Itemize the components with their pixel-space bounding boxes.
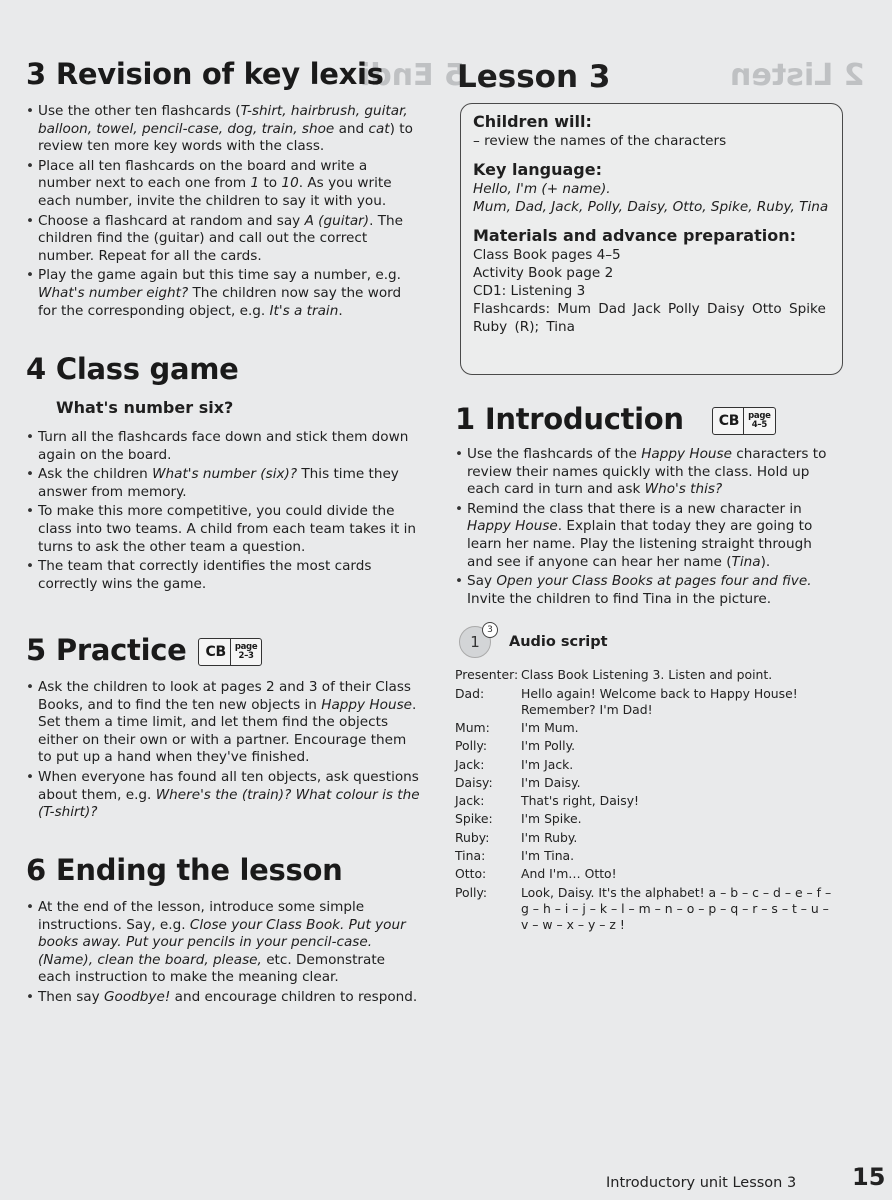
script-line — [455, 829, 840, 847]
section-class-game — [26, 352, 421, 595]
speaker-label: Polly: — [455, 884, 488, 900]
speaker-label: Tina: — [455, 848, 486, 864]
bullet-list — [26, 429, 421, 593]
section-revision — [26, 57, 421, 322]
list-item: • Ask the children to look at pages 2 and 3 of their Class Books, and to find the ten new objects in Happy House. Set them a time limit, and let them find the objects either on their own or with a partner. Encourage them to put up a hand when they've finished. — [26, 679, 421, 767]
bleed-through-text: 2 Listen — [730, 58, 865, 93]
speaker-text: I'm Mum. — [521, 719, 579, 735]
materials-heading: Materials and advance preparation: — [473, 226, 796, 245]
speaker-label: Polly: — [455, 738, 488, 754]
section-heading: 4 Class game — [26, 352, 239, 386]
audio-script-header — [459, 626, 840, 658]
section-practice — [26, 633, 421, 824]
lesson-overview-box — [460, 103, 843, 375]
audio-script-table — [455, 666, 840, 934]
list-item: • Play the game again but this time say a number, e.g. What's number eight? The children now say the word for the corresponding object, e.g. It's a train. — [26, 267, 421, 320]
script-line — [455, 884, 840, 934]
page-number: 15 — [852, 1163, 886, 1191]
speaker-text: That's right, Daisy! — [521, 793, 639, 809]
speaker-text: Look, Daisy. It's the alphabet! a – b – c – d – e – f – g – h – i – j – k – l – m – n – o – p – q – r – s – t – u – v – w – x – y – z ! — [521, 884, 832, 932]
list-item: • Use the other ten flashcards (T-shirt, hairbrush, guitar, balloon, towel, pencil-case, dog, train, shoe and cat) to review ten more key words with the class. — [26, 103, 421, 156]
script-line — [455, 685, 840, 719]
list-item: • Use the flashcards of the Happy House characters to review their names quickly with the class. Hold up each card in turn and ask Who's this? — [455, 446, 840, 499]
class-book-page-icon: CB page 4–5 — [712, 407, 776, 435]
list-item: • Remind the class that there is a new character in Happy House. Explain that today they are going to learn her name. Play the listening straight through and see if anyone can hear her name (Tina). — [455, 501, 840, 571]
script-line — [455, 666, 840, 684]
materials-item: CD1: Listening 3 — [473, 283, 586, 299]
section-subheading: What's number six? — [56, 398, 234, 417]
speaker-text: I'm Polly. — [521, 738, 576, 754]
script-line — [455, 774, 840, 792]
section-heading: 6 Ending the lesson — [26, 853, 343, 887]
speaker-text: I'm Spike. — [521, 811, 582, 827]
script-line — [455, 865, 840, 883]
materials-item: Activity Book page 2 — [473, 265, 614, 281]
key-language-heading: Key language: — [473, 160, 602, 179]
section-heading: 1 Introduction CB page 4–5 — [455, 402, 840, 436]
footer-label: Introductory unit Lesson 3 — [606, 1175, 797, 1191]
children-will-heading: Children will: — [473, 112, 592, 131]
speaker-text: I'm Ruby. — [521, 829, 578, 845]
speaker-label: Mum: — [455, 719, 490, 735]
materials-item: Class Book pages 4–5 — [473, 247, 621, 263]
children-will-text: – review the names of the characters — [473, 133, 727, 149]
list-item: • To make this more competitive, you could divide the class into two teams. A child from each team takes it in turns to ask the other team a question. — [26, 503, 421, 556]
section-introduction — [455, 402, 840, 934]
speaker-label: Daisy: — [455, 774, 493, 790]
cd-track-icon: 1 3 — [459, 626, 491, 658]
key-language-line: Mum, Dad, Jack, Polly, Daisy, Otto, Spike, Ruby, Tina — [473, 199, 829, 215]
bullet-list — [26, 679, 421, 822]
speaker-label: Otto: — [455, 866, 487, 882]
audio-script-title: Audio script — [509, 634, 608, 651]
speaker-label: Jack: — [455, 793, 485, 809]
list-item: • Choose a flashcard at random and say A (guitar). The children find the (guitar) and call out the correct number. Repeat for all the cards. — [26, 213, 421, 266]
speaker-text: I'm Jack. — [521, 756, 574, 772]
list-item: • The team that correctly identifies the most cards correctly wins the game. — [26, 558, 421, 593]
speaker-label: Ruby: — [455, 829, 490, 845]
lesson-title: Lesson 3 — [457, 59, 611, 95]
class-book-page-icon: CB page 2–3 — [198, 638, 262, 666]
section-ending — [26, 853, 421, 1009]
section-heading: 5 Practice CB page 2–3 — [26, 633, 421, 667]
list-item: • Ask the children What's number (six)? This time they answer from memory. — [26, 466, 421, 501]
speaker-text: And I'm… Otto! — [521, 866, 617, 882]
bullet-list — [26, 899, 421, 1007]
speaker-label: Presenter: — [455, 667, 519, 683]
list-item: • At the end of the lesson, introduce some simple instructions. Say, e.g. Close your Class Book. Put your books away. Put your pencils in your pencil-case. (Name), clean the board, please, etc. Demonstrate each instruction to make the meaning clear. — [26, 899, 421, 987]
key-language-line: Hello, I'm (+ name). — [473, 181, 611, 197]
list-item: • Turn all the flashcards face down and stick them down again on the board. — [26, 429, 421, 464]
script-line — [455, 810, 840, 828]
section-heading: 3 Revision of key lexis — [26, 57, 384, 91]
list-item: • Place all ten flashcards on the board and write a number next to each one from 1 to 10. As you write each number, invite the children to say it with you. — [26, 158, 421, 211]
list-item: • Say Open your Class Books at pages four and five. Invite the children to find Tina in the picture. — [455, 573, 840, 608]
list-item: • Then say Goodbye! and encourage children to respond. — [26, 989, 421, 1007]
speaker-label: Dad: — [455, 685, 485, 701]
speaker-text: I'm Tina. — [521, 848, 575, 864]
list-item: • When everyone has found all ten objects, ask questions about them, e.g. Where's the (train)? What colour is the (T-shirt)? — [26, 769, 421, 822]
speaker-label: Spike: — [455, 811, 493, 827]
script-line — [455, 737, 840, 755]
speaker-text: I'm Daisy. — [521, 774, 581, 790]
bleed-through-text: 5 Endi — [360, 58, 465, 93]
speaker-label: Jack: — [455, 756, 485, 772]
materials-item: Flashcards: Mum Dad Jack Polly Daisy Otto Spike Ruby (R); Tina — [473, 301, 826, 335]
speaker-text: Hello again! Welcome back to Happy House! Remember? I'm Dad! — [521, 685, 798, 717]
bullet-list — [26, 103, 421, 320]
script-line — [455, 847, 840, 865]
script-line — [455, 719, 840, 737]
speaker-text: Class Book Listening 3. Listen and point. — [521, 667, 773, 683]
script-line — [455, 792, 840, 810]
bullet-list — [455, 446, 840, 608]
script-line — [455, 756, 840, 774]
